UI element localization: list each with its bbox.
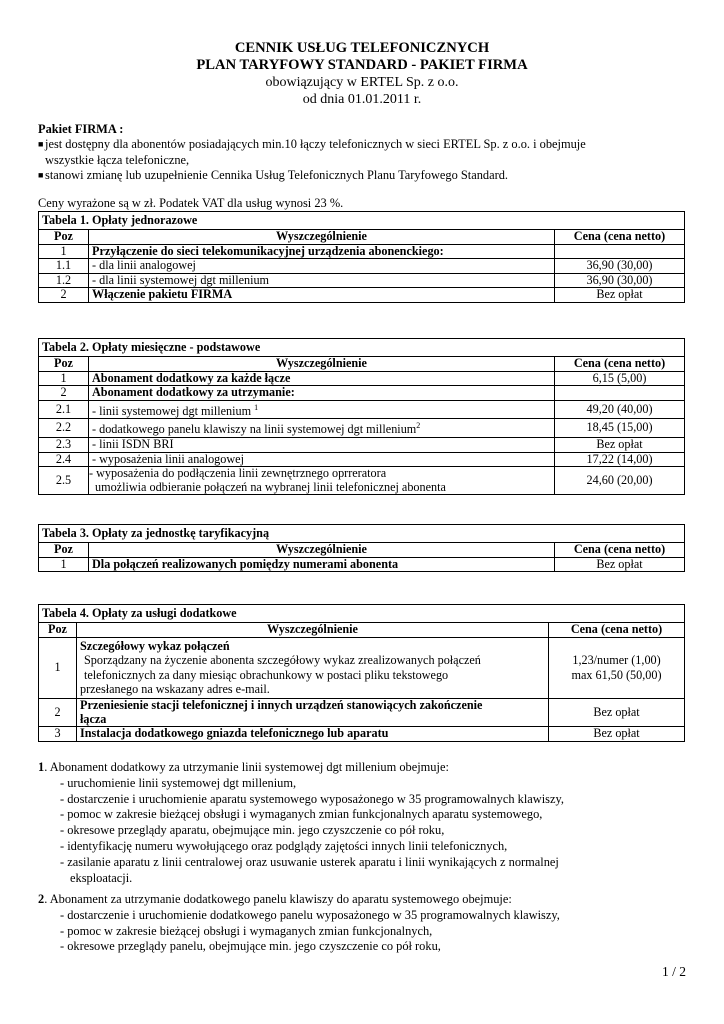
table-row: 3 Instalacja dodatkowego gniazda telefonicznego lub aparatu Bez opłat: [39, 727, 685, 742]
column-header-price: Cena (cena netto): [555, 357, 685, 372]
package-intro: [38, 122, 698, 184]
bullet-item: [38, 168, 698, 183]
subtitle: obowiązujący w ERTEL Sp. z o.o.: [265, 75, 459, 90]
effective-date: od dnia 01.01.2011 r.: [302, 92, 422, 107]
table-row: 1.1 - dla linii analogowej 36,90 (30,00): [39, 259, 685, 274]
table-one-time-fees: [38, 211, 685, 303]
footnote-marker: 1: [254, 402, 259, 412]
page-number: 1 / 2: [661, 964, 686, 979]
table-caption: Tabela 3. Opłaty za jednostkę taryfikacyjną: [39, 525, 685, 543]
column-header-price: Cena (cena netto): [555, 230, 685, 245]
table-row: 1.2 - dla linii systemowej dgt millenium 36,90 (30,00): [39, 273, 685, 288]
table-row: 2 Przeniesienie stacji telefonicznej i innych urządzeń stanowiących zakończenie łącza Bez opłat: [39, 698, 685, 726]
column-header-description: Wyszczególnienie: [89, 357, 555, 372]
table-row: 1 Przyłączenie do sieci telekomunikacyjnej urządzenia abonenckiego:: [39, 244, 685, 259]
column-header-poz: Poz: [39, 543, 89, 558]
table-row: 2.5 - wyposażenia do podłączenia linii zewnętrznego oprreratora umożliwia odbieranie połączeń na wybranej linii telefonicznej abonenta 24,60 (20,00): [39, 467, 685, 495]
footnote-1: 1. Abonament dodatkowy za utrzymanie linii systemowej dgt millenium obejmuje: - uruchomienie linii systemowej dgt millenium, - dostarczenie i uruchomienie aparatu systemowego wyposażonego w 35 programowalnych klawiszy, - pomoc w zakresie bieżącej obsługi i wymaganych zmian funkcjonalnych aparatu systemowego, - okresowe przeglądy aparatu, obejmujące min. jego czyszczenie co pół roku, - identyfikację numeru wywołującego oraz podglądy zajętości innych linii telefonicznych, - zasilanie aparatu z linii centralowej oraz usuwanie usterek aparatu i linii wynikających z normalnej eksploatacji.: [38, 760, 564, 885]
table-row: 1 Dla połączeń realizowanych pomiędzy numerami abonenta Bez opłat: [39, 557, 685, 572]
table-row: 2.4 - wyposażenia linii analogowej 17,22 (14,00): [39, 452, 685, 467]
column-header-poz: Poz: [39, 623, 77, 638]
vat-note: Ceny wyrażone są w zł. Podatek VAT dla usług wynosi 23 %.: [38, 196, 344, 210]
table-row: 2 Włączenie pakietu FIRMA Bez opłat: [39, 288, 685, 303]
title-line-1: CENNIK USŁUG TELEFONICZNYCH: [234, 40, 490, 56]
document-header: [0, 40, 724, 108]
table-caption: Tabela 2. Opłaty miesięczne - podstawowe: [39, 339, 685, 357]
table-row: 2.2 - dodatkowego panelu klawiszy na linii systemowej dgt millenium$^2$ 18,45 (15,00): [39, 419, 685, 438]
column-header-description: Wyszczególnienie: [89, 543, 555, 558]
square-bullet-icon: ■: [38, 139, 44, 150]
square-bullet-icon: ■: [38, 170, 44, 181]
table-row: 1 Abonament dodatkowy za każde łącze 6,15 (5,00): [39, 371, 685, 386]
package-label: Pakiet FIRMA :: [38, 122, 124, 136]
table-row: 2.3 - linii ISDN BRI Bez opłat: [39, 438, 685, 453]
footnote-marker: 2: [416, 421, 421, 431]
column-header-price: Cena (cena netto): [549, 623, 685, 638]
table-monthly-fees: [38, 338, 685, 495]
title-line-2: PLAN TARYFOWY STANDARD - PAKIET FIRMA: [196, 57, 528, 73]
table-additional-services: [38, 604, 685, 742]
table-row: 2 Abonament dodatkowy za utrzymanie:: [39, 386, 685, 401]
column-header-poz: Poz: [39, 230, 89, 245]
table-tariff-unit: [38, 524, 685, 572]
table-caption: Tabela 1. Opłaty jednorazowe: [39, 212, 685, 230]
bullet-text: stanowi zmianę lub uzupełnienie Cennika Usług Telefonicznych Planu Taryfowego Standard.: [45, 168, 509, 183]
bullet-text: jest dostępny dla abonentów posiadających min.10 łączy telefonicznych w sieci ERTEL Sp. z o.o. i obejmuje wszystkie łącza telefoniczne,: [45, 137, 586, 167]
footnote-2: 2. Abonament za utrzymanie dodatkowego panelu klawiszy do aparatu systemowego obejmuje: - dostarczenie i uruchomienie dodatkowego panelu wyposażonego w 35 programowalnych klawiszy, - pomoc w zakresie bieżącej obsługi i wymaganych zmian funkcjonalnych, - okresowe przeglądy panelu, obejmujące min. jego czyszczenie co pół roku,: [38, 892, 560, 954]
table-row: 1 Szczegółowy wykaz połączeń Sporządzany na życzenie abonenta szczegółowy wykaz zrealizowanych połączeń telefonicznych za dany miesiąc obrachunkowy w postaci pliku tekstowego przesłanego na wskazany adres e-mail. 1,23/numer (1,00) max 61,50 (50,00): [39, 637, 685, 698]
column-header-description: Wyszczególnienie: [89, 230, 555, 245]
table-caption: Tabela 4. Opłaty za usługi dodatkowe: [39, 605, 685, 623]
column-header-poz: Poz: [39, 357, 89, 372]
column-header-description: Wyszczególnienie: [77, 623, 549, 638]
table-row: 2.1 - linii systemowej dgt millenium $^1$ 49,20 (40,00): [39, 400, 685, 419]
bullet-item: [38, 137, 698, 168]
column-header-price: Cena (cena netto): [555, 543, 685, 558]
